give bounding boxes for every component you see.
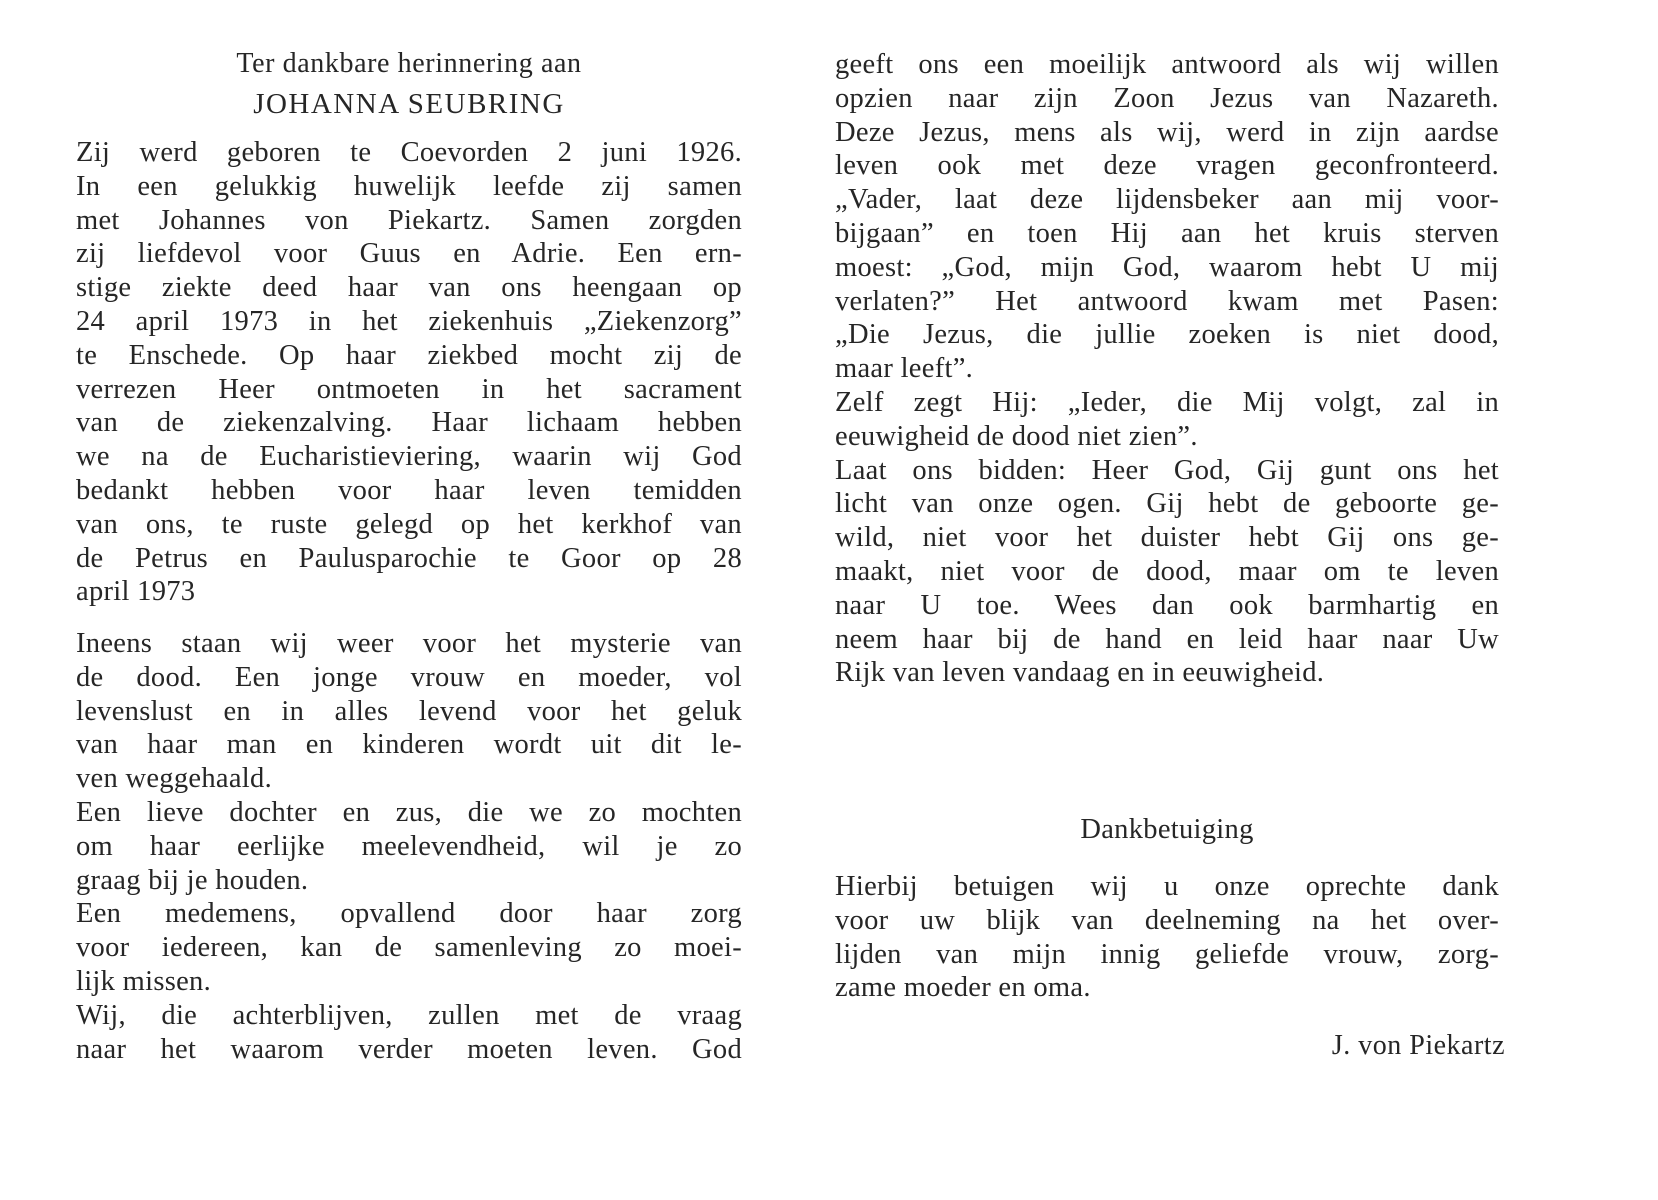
thanks-heading: Dankbetuiging <box>1080 814 1254 845</box>
text-line: Wij, die achterblijven, zullen met de vraag <box>76 999 742 1031</box>
paragraph <box>835 386 1499 454</box>
text-line: om haar eerlijke meelevendheid, wil je zo <box>76 830 742 862</box>
prayer-text <box>835 48 1499 690</box>
text-line: 24 april 1973 in het ziekenhuis „Ziekenzorg” <box>76 305 742 337</box>
text-line: licht van onze ogen. Gij hebt de geboorte ge- <box>835 488 1499 520</box>
paragraph <box>76 796 742 897</box>
text-line: van ons, te ruste gelegd op het kerkhof van <box>76 508 742 540</box>
biography-paragraph <box>76 136 742 609</box>
text-line: opzien naar zijn Zoon Jezus van Nazareth. <box>835 82 1499 114</box>
reflection-text <box>76 627 742 1066</box>
text-line: te Enschede. Op haar ziekbed mocht zij de <box>76 339 742 371</box>
text-line: Hierbij betuigen wij u onze oprechte dank <box>835 871 1499 902</box>
text-line: maakt, niet voor de dood, maar om te leven <box>835 555 1499 587</box>
text-line: Deze Jezus, mens als wij, werd in zijn aardse <box>835 116 1499 148</box>
text-line: Een medemens, opvallend door haar zorg <box>76 898 742 930</box>
paragraph <box>76 627 742 796</box>
text-line: bijgaan” en toen Hij aan het kruis sterven <box>835 217 1499 249</box>
text-line: Zij werd geboren te Coevorden 2 juni 1926. <box>76 137 742 168</box>
signature: J. von Piekartz <box>1331 1030 1505 1061</box>
text-line: de dood. Een jonge vrouw en moeder, vol <box>76 661 742 693</box>
text-line: we na de Eucharistieviering, waarin wij God <box>76 441 742 473</box>
paragraph <box>835 48 1499 386</box>
text-line: de Petrus en Paulusparochie te Goor op 28 <box>76 542 742 574</box>
text-line: In een gelukkig huwelijk leefde zij samen <box>76 170 742 202</box>
text-line: zame moeder en oma. <box>835 972 1091 1004</box>
text-line: geeft ons een moeilijk antwoord als wij willen <box>835 49 1499 80</box>
text-line: april 1973 <box>76 576 196 608</box>
text-line: wild, niet voor het duister hebt Gij ons ge- <box>835 522 1499 554</box>
text-line: neem haar bij de hand en leid haar naar Uw <box>835 623 1499 655</box>
text-line: van de ziekenzalving. Haar lichaam hebben <box>76 407 742 439</box>
text-line: lijden van mijn innig geliefde vrouw, zorg- <box>835 938 1499 970</box>
text-line: stige ziekte deed haar van ons heengaan op <box>76 272 742 304</box>
text-line: levenslust en in alles levend voor het geluk <box>76 695 742 727</box>
text-line: Rijk van leven vandaag en in eeuwigheid. <box>835 657 1325 689</box>
text-line: zij liefdevol voor Guus en Adrie. Een ern- <box>76 238 742 270</box>
text-line: verlaten?” Het antwoord kwam met Pasen: <box>835 285 1499 317</box>
text-line: Zelf zegt Hij: „Ieder, die Mij volgt, zal in <box>835 386 1499 418</box>
text-line: lijk missen. <box>76 965 212 997</box>
text-line: leven ook met deze vragen geconfronteerd. <box>835 150 1499 182</box>
deceased-name: JOHANNA SEUBRING <box>253 88 565 120</box>
text-line: voor uw blijk van deelneming na het over- <box>835 904 1499 936</box>
text-line: maar leeft”. <box>835 353 974 385</box>
text-line: bedankt hebben voor haar leven temidden <box>76 474 742 506</box>
text-line: moest: „God, mijn God, waarom hebt U mij <box>835 251 1499 283</box>
text-line: verrezen Heer ontmoeten in het sacrament <box>76 373 742 405</box>
text-line: graag bij je houden. <box>76 864 309 896</box>
paragraph <box>76 999 742 1067</box>
thanks-paragraph <box>835 870 1499 1005</box>
paragraph <box>76 897 742 998</box>
text-line: Ineens staan wij weer voor het mysterie van <box>76 628 742 659</box>
text-line: van haar man en kinderen wordt uit dit le- <box>76 729 742 761</box>
text-line: „Vader, laat deze lijdensbeker aan mij voor- <box>835 184 1499 216</box>
text-line: eeuwigheid de dood niet zien”. <box>835 420 1198 452</box>
paragraph <box>835 454 1499 691</box>
text-line: met Johannes von Piekartz. Samen zorgden <box>76 204 742 236</box>
text-line: voor iedereen, kan de samenleving zo moei- <box>76 932 742 964</box>
text-line: „Die Jezus, die jullie zoeken is niet dood, <box>835 319 1499 351</box>
text-line: naar U toe. Wees dan ook barmhartig en <box>835 589 1499 621</box>
text-line: Een lieve dochter en zus, die we zo mochten <box>76 796 742 828</box>
text-line: ven weggehaald. <box>76 763 272 795</box>
text-line: naar het waarom verder moeten leven. God <box>76 1033 742 1065</box>
text-line: Laat ons bidden: Heer God, Gij gunt ons het <box>835 454 1499 486</box>
intro-line: Ter dankbare herinnering aan <box>236 48 582 79</box>
